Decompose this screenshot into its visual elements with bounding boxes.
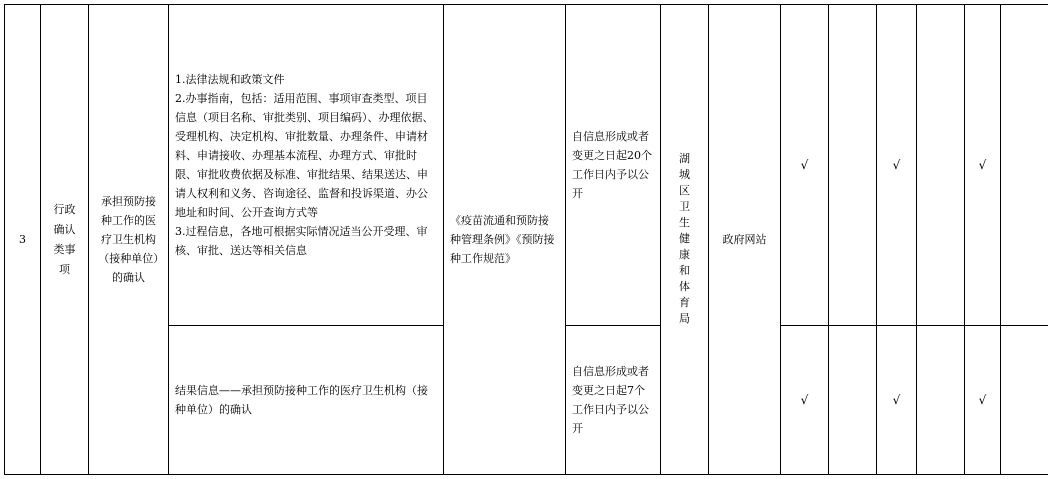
content-bottom-text: 结果信息——承担预防接种工作的医疗卫生机构（接种单位）的确认 [175,384,428,416]
item-name-text: 承担预防接种工作的医疗卫生机构（接种单位）的确认 [98,195,159,284]
channel-cell [709,5,781,475]
item-name-cell [89,5,169,475]
content-line-3: 3.过程信息，各地可根据实际情况适当公开受理、审核、审批、送达等相关信息 [175,225,428,257]
content-top-cell [169,5,444,326]
empty-cell [1001,326,1048,475]
category-text: 行政确认类事项 [53,202,76,276]
channel-text: 政府网站 [722,233,767,246]
check-mark: √ [978,392,987,407]
check-cell-top-2 [877,5,917,326]
check-cell-bottom-3 [965,326,1001,475]
check-mark: √ [892,392,901,407]
check-mark: √ [892,157,901,172]
check-cell-top-3 [965,5,1001,326]
time-bottom-text: 自信息形成或者变更之日起7个工作日内予以公开 [572,365,649,435]
empty-cell [917,5,965,326]
empty-cell [917,326,965,475]
row-index: 3 [19,233,26,246]
empty-cell [829,5,877,326]
disclosure-table [4,4,1048,475]
subject-cell [661,5,709,475]
basis-text: 《疫苗流通和预防接种管理条例》《预防接种工作规范》 [450,214,555,265]
time-top-cell [566,5,661,326]
empty-cell [1001,5,1048,326]
content-line-2: 2.办事指南，包括：适用范围、事项审查类型、项目信息（项目名称、审批类别、项目编码）、办理依据、受理机构、决定机构、审批数量、办理条件、申请材料、申请接收、办理基本流程、办理方式、审批时限、审批收费依据及标准、审批结果、结果送达、申请人权利和义务、咨询途径、监督和投诉渠道、办公地址和时间、公开查询方式等 [175,92,434,219]
row-index-cell [5,5,41,475]
time-top-text: 自信息形成或者变更之日起20个工作日内予以公开 [572,130,652,200]
subject-text: 湖城区卫生健康和体育局 [679,152,690,325]
check-cell-bottom-1 [781,326,829,475]
basis-cell [444,5,566,475]
check-cell-top-1 [781,5,829,326]
check-mark: √ [800,157,809,172]
check-mark: √ [800,392,809,407]
check-cell-bottom-2 [877,326,917,475]
category-cell [41,5,89,475]
content-bottom-cell [169,326,444,475]
time-bottom-cell [566,326,661,475]
content-line-1: 1.法律法规和政策文件 [175,73,285,86]
empty-cell [829,326,877,475]
check-mark: √ [978,157,987,172]
